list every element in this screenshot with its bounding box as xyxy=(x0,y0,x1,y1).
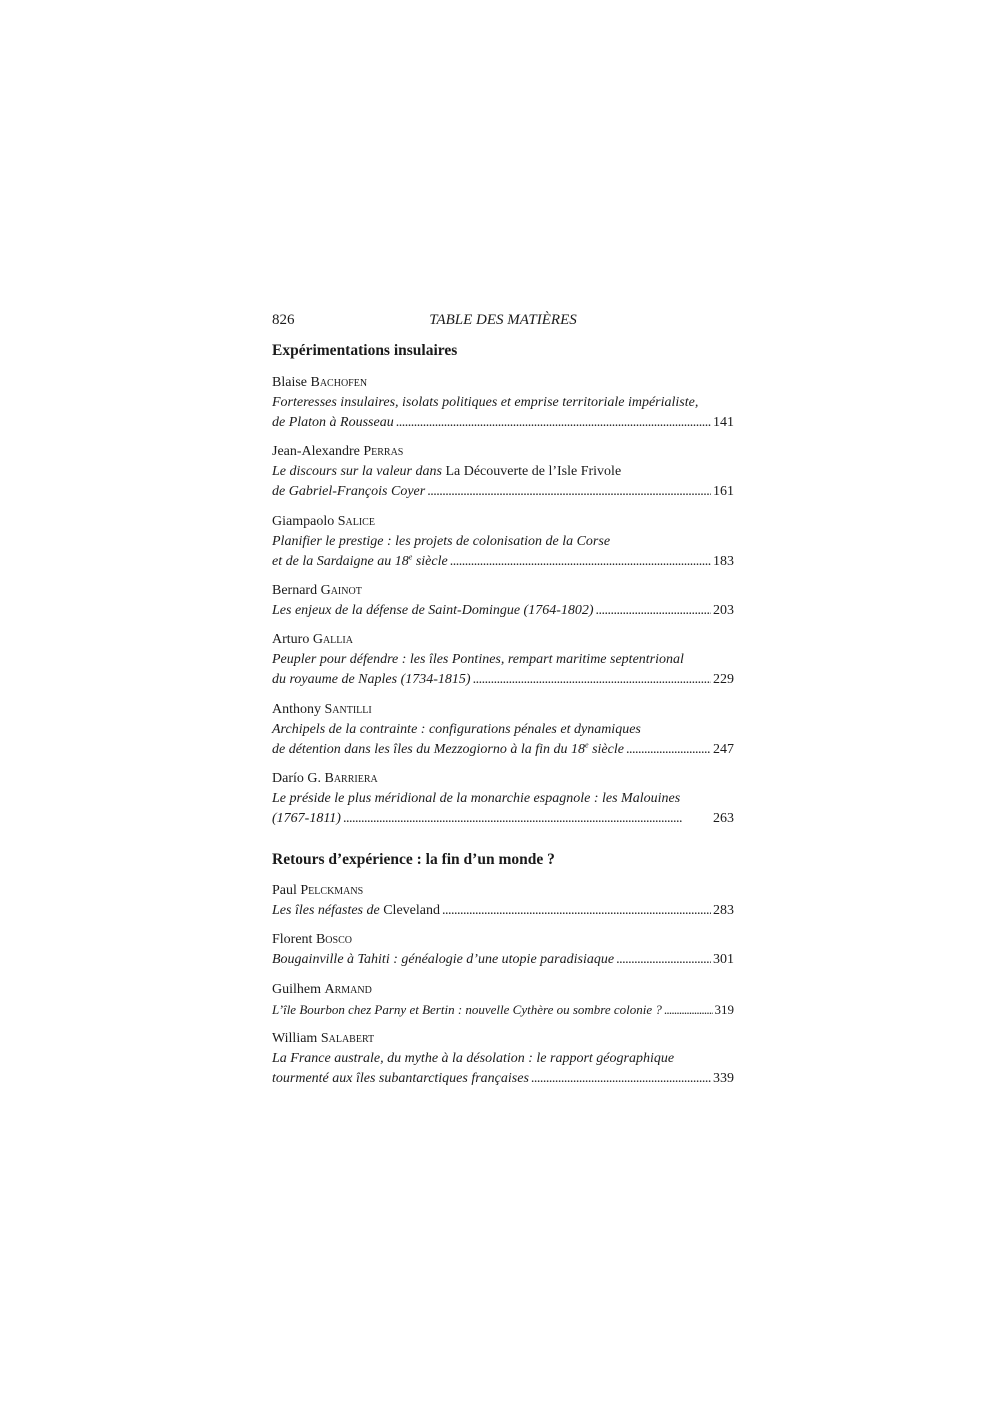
author-last-name: Salabert xyxy=(320,1031,375,1046)
entry-title: Le préside le plus méridional de la monarchie espagnole : les Malouines xyxy=(272,791,681,806)
entry-title: Forteresses insulaires, isolats politiques et emprise territoriale impérialiste, xyxy=(272,395,699,410)
author-first-name: Jean-Alexandre xyxy=(272,444,360,459)
dot-leader xyxy=(442,901,711,921)
entry-title-part: siècle xyxy=(588,742,624,757)
dot-leader xyxy=(616,950,711,970)
dot-leader xyxy=(396,413,711,433)
entry-title-part: et de la Sardaigne au 18 xyxy=(272,554,409,569)
entry-title xyxy=(272,740,624,760)
entry-title: L’île Bourbon chez Parny et Bertin : nouvelle Cythère ou sombre colonie ? xyxy=(272,1002,662,1017)
entry-title-part: Le discours sur la valeur dans xyxy=(272,464,442,479)
ordinal-superscript: e xyxy=(585,740,589,750)
author-first-name: William xyxy=(272,1031,318,1046)
entry-title-part: Les îles néfastes de xyxy=(272,903,380,918)
entry-title: (1767-1811) xyxy=(272,811,341,826)
leader-line xyxy=(272,901,734,921)
author-last-name: Gainot xyxy=(320,583,362,598)
entry-page-number: 229 xyxy=(713,672,734,687)
author xyxy=(272,442,734,462)
author-last-name: Bachofen xyxy=(310,375,368,390)
author xyxy=(272,1029,734,1049)
running-head xyxy=(272,312,734,332)
entry-page-number: 161 xyxy=(713,484,734,499)
entry-title: Bougainville à Tahiti : généalogie d’une utopie paradisiaque xyxy=(272,952,615,967)
entry-title xyxy=(272,462,734,482)
entry-title: du royaume de Naples (1734-1815) xyxy=(272,672,471,687)
dot-leader xyxy=(664,1000,713,1020)
leader-line xyxy=(272,809,734,829)
author-first-name: Bernard xyxy=(272,583,318,598)
leader-line xyxy=(272,552,734,572)
section-title: Retours d’expérience : la fin d’un monde ? xyxy=(272,851,555,868)
author-first-name: Blaise xyxy=(272,375,307,390)
author xyxy=(272,373,734,393)
section-title: Expérimentations insulaires xyxy=(272,342,458,359)
entry-page-number: 339 xyxy=(713,1071,734,1086)
dot-leader xyxy=(626,740,711,760)
entry-page-number: 141 xyxy=(713,415,734,430)
leader-line xyxy=(272,601,734,621)
entry-title: tourmenté aux îles subantarctiques françaises xyxy=(272,1071,529,1086)
dot-leader xyxy=(450,552,711,572)
toc-entry xyxy=(272,442,734,502)
leader-line xyxy=(272,1000,734,1020)
author xyxy=(272,881,734,901)
running-title: TABLE DES MATIÈRES xyxy=(429,312,577,328)
toc-entry xyxy=(272,581,734,621)
toc-entry xyxy=(272,769,734,829)
toc-entry xyxy=(272,881,734,921)
entry-page-number: 301 xyxy=(713,952,734,967)
work-title: Cleveland xyxy=(379,903,440,918)
author xyxy=(272,980,734,1000)
author-last-name: Perras xyxy=(363,444,404,459)
entry-page-number: 203 xyxy=(713,603,734,618)
toc-entry xyxy=(272,1029,734,1089)
entry-title: Planifier le prestige : les projets de colonisation de la Corse xyxy=(272,534,611,549)
author-last-name: Bosco xyxy=(315,932,352,947)
author xyxy=(272,512,734,532)
leader-line xyxy=(272,413,734,433)
entry-page-number: 319 xyxy=(714,1002,734,1017)
toc-entry xyxy=(272,980,734,1020)
author xyxy=(272,630,734,650)
ordinal-superscript: e xyxy=(408,552,413,562)
author-last-name: Santilli xyxy=(324,702,372,717)
author xyxy=(272,769,734,789)
page-number: 826 xyxy=(272,312,295,328)
entry-title-part: de détention dans les îles du Mezzogiorno à la fin du 18 xyxy=(272,742,586,757)
leader-line xyxy=(272,1069,734,1089)
author-first-name: Darío G. xyxy=(272,771,321,786)
dot-leader xyxy=(343,809,711,829)
author-first-name: Guilhem xyxy=(272,982,321,997)
author-last-name: Barriera xyxy=(324,771,378,786)
entry-page-number: 247 xyxy=(713,742,734,757)
toc-entry xyxy=(272,630,734,690)
dot-leader xyxy=(427,482,711,502)
leader-line xyxy=(272,950,734,970)
entry-title: de Platon à Rousseau xyxy=(272,415,394,430)
entry-page-number: 283 xyxy=(713,903,734,918)
author-last-name: Gallia xyxy=(312,632,353,647)
toc-entry xyxy=(272,700,734,760)
toc-entry xyxy=(272,512,734,572)
author xyxy=(272,930,734,950)
toc-entry xyxy=(272,373,734,433)
leader-line xyxy=(272,482,734,502)
entry-title: La France australe, du mythe à la désolation : le rapport géographique xyxy=(272,1051,675,1066)
author-last-name: Pelckmans xyxy=(300,883,364,898)
entry-title xyxy=(272,552,448,572)
work-title: La Découverte de l’Isle Frivole xyxy=(445,464,622,479)
author-last-name: Armand xyxy=(324,982,372,997)
dot-leader xyxy=(596,601,711,621)
dot-leader xyxy=(473,670,711,690)
author-first-name: Anthony xyxy=(272,702,321,717)
entry-title: Archipels de la contrainte : configurations pénales et dynamiques xyxy=(272,722,641,737)
author-last-name: Salice xyxy=(337,514,375,529)
entry-title-part: siècle xyxy=(412,554,448,569)
leader-line xyxy=(272,740,734,760)
entry-page-number: 183 xyxy=(713,554,734,569)
leader-line xyxy=(272,670,734,690)
entry-page-number: 263 xyxy=(713,811,734,826)
author-first-name: Arturo xyxy=(272,632,310,647)
entry-title: de Gabriel-François Coyer xyxy=(272,484,426,499)
toc-entry xyxy=(272,930,734,970)
entry-title xyxy=(272,901,440,921)
entry-title: Peupler pour défendre : les îles Pontines, rempart maritime septentrional xyxy=(272,652,684,667)
entry-title: Les enjeux de la défense de Saint-Domingue (1764-1802) xyxy=(272,603,594,618)
dot-leader xyxy=(531,1069,711,1089)
author-first-name: Florent xyxy=(272,932,313,947)
author xyxy=(272,581,734,601)
author-first-name: Paul xyxy=(272,883,297,898)
author-first-name: Giampaolo xyxy=(272,514,335,529)
author xyxy=(272,700,734,720)
